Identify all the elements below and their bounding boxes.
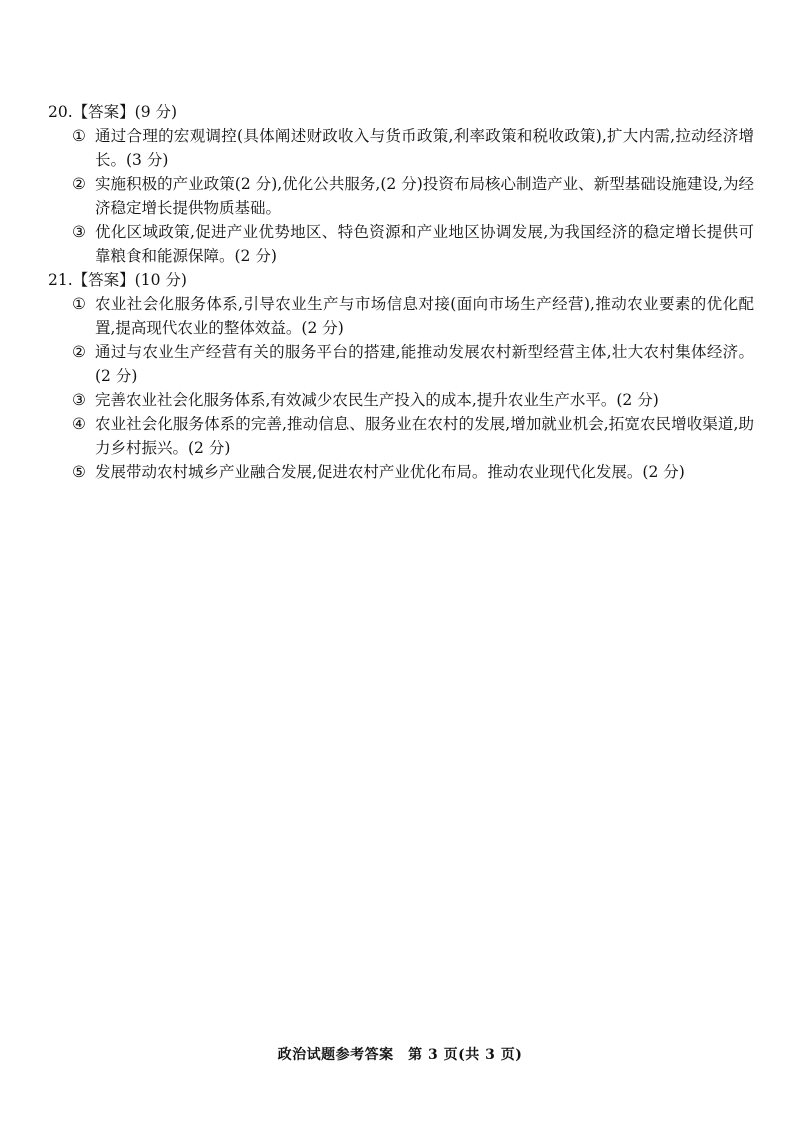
answer-item — [72, 388, 754, 412]
item-marker: ④ — [72, 415, 86, 433]
answer-item — [72, 124, 754, 172]
answer-item — [72, 340, 754, 388]
answer-item — [72, 220, 754, 268]
item-text: 通过合理的宏观调控(具体阐述财政收入与货币政策,利率政策和税收政策),扩大内需,拉动经济增长。(3 分) — [95, 127, 754, 169]
answer-label: 【答案】(9 分) — [72, 103, 178, 121]
item-text: 通过与农业生产经营有关的服务平台的搭建,能推动发展农村新型经营主体,壮大农村集体经济。(2 分) — [95, 343, 754, 385]
item-text: 农业社会化服务体系,引导农业生产与市场信息对接(面向市场生产经营),推动农业要素的优化配置,提高现代农业的整体效益。(2 分) — [95, 295, 754, 337]
item-text: 优化区域政策,促进产业优势地区、特色资源和产业地区协调发展,为我国经济的稳定增长提供可靠粮食和能源保障。(2 分) — [95, 223, 754, 265]
item-text: 完善农业社会化服务体系,有效减少农民生产投入的成本,提升农业生产水平。(2 分) — [95, 391, 659, 409]
item-text: 农业社会化服务体系的完善,推动信息、服务业在农村的发展,增加就业机会,拓宽农民增收渠道,助力乡村振兴。(2 分) — [95, 415, 754, 457]
answer-item — [72, 172, 754, 220]
answer-label: 【答案】(10 分) — [72, 271, 187, 289]
item-marker: ① — [72, 127, 86, 145]
item-marker: ③ — [72, 391, 86, 409]
answer-item — [72, 292, 754, 340]
answer-item — [72, 460, 754, 484]
question-20 — [48, 100, 754, 268]
question-number: 21. — [48, 271, 73, 289]
item-text: 实施积极的产业政策(2 分),优化公共服务,(2 分)投资布局核心制造产业、新型基础设施建设,为经济稳定增长提供物质基础。 — [95, 175, 754, 217]
page-footer: 政治试题参考答案 第 3 页(共 3 页) — [277, 1047, 523, 1063]
item-marker: ① — [72, 295, 86, 313]
question-number: 20. — [48, 103, 73, 121]
question-header — [48, 100, 754, 124]
question-21 — [48, 268, 754, 484]
answer-items — [72, 124, 754, 268]
question-header — [48, 268, 754, 292]
answer-content — [48, 100, 754, 484]
answer-item — [72, 412, 754, 460]
answer-items — [72, 292, 754, 484]
item-marker: ⑤ — [72, 463, 86, 481]
item-marker: ③ — [72, 223, 86, 241]
item-marker: ② — [72, 175, 86, 193]
item-text: 发展带动农村城乡产业融合发展,促进农村产业优化布局。推动农业现代化发展。(2 分) — [95, 463, 685, 481]
item-marker: ② — [72, 343, 86, 361]
